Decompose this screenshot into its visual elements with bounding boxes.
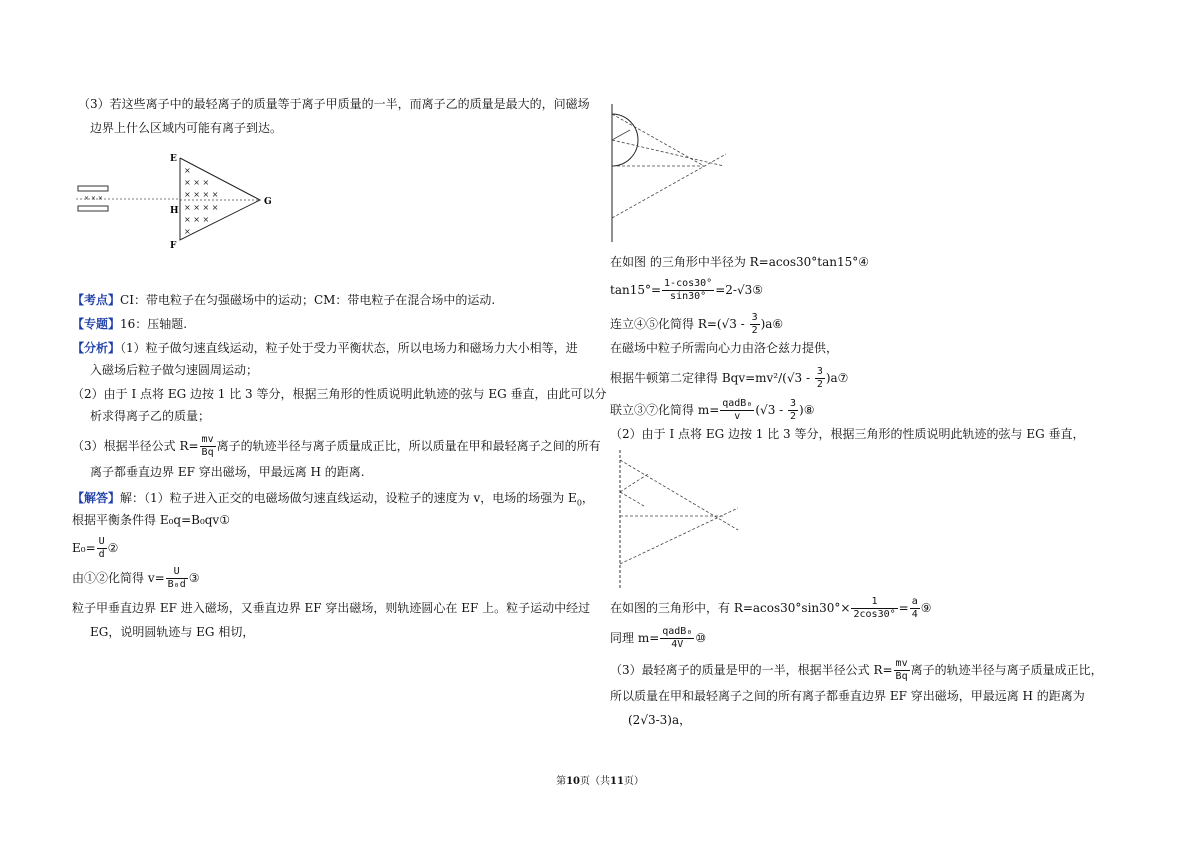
svg-text:×: × bbox=[184, 166, 191, 175]
r-line1: 在如图 的三角形中半径为 R=acos30°tan15°④ bbox=[610, 255, 869, 269]
fraction-qadb0-v bbox=[720, 398, 754, 423]
eq2-prefix: E₀= bbox=[72, 541, 96, 555]
kaodian-row bbox=[72, 292, 495, 308]
frac-num: 3 bbox=[816, 366, 823, 377]
label-F: F bbox=[170, 241, 177, 250]
fenxi3-suffix: 离子的轨迹半径与离子质量成正比，所以质量在甲和最轻离子之间的所有 bbox=[216, 439, 601, 453]
frac-den: Bq bbox=[895, 671, 908, 682]
page-footer bbox=[0, 772, 1200, 787]
jieda-tag: 【解答】 bbox=[72, 491, 121, 505]
label-H: H bbox=[170, 206, 179, 216]
frac-num: mv bbox=[201, 434, 214, 445]
frac-den: v bbox=[734, 411, 741, 422]
footer-c: 页） bbox=[623, 776, 644, 787]
r5-suffix: )a⑦ bbox=[825, 371, 849, 385]
footer-a: 第 bbox=[556, 776, 567, 787]
r8-prefix: 在如图的三角形中，有 R=acos30°sin30°× bbox=[610, 601, 851, 615]
fenxi3-prefix: （3）根据半径公式 R= bbox=[72, 439, 199, 453]
fraction-a-4 bbox=[910, 596, 920, 621]
page-number: 10 bbox=[566, 776, 580, 787]
fraction-mv-bq-right bbox=[894, 658, 910, 683]
jia-line1: 粒子甲垂直边界 EF 进入磁场，又垂直边界 EF 穿出磁场，则轨迹圆心在 EF 上。粒子运动中经过 bbox=[72, 601, 591, 615]
r-line3 bbox=[610, 312, 783, 337]
jieda-line1: 解：（1）粒子进入正交的电磁场做匀速直线运动，设粒子的速度为 v，电场的场强为 E bbox=[120, 491, 577, 505]
svg-text:× × ×: × × × bbox=[184, 215, 210, 224]
jieda-end: ， bbox=[581, 491, 594, 505]
tan-prefix: tan15°= bbox=[610, 283, 662, 297]
fraction-mv-bq bbox=[200, 434, 216, 459]
frac-num: U bbox=[98, 536, 105, 547]
r-line10 bbox=[610, 658, 1103, 683]
fraction-3-2b bbox=[815, 366, 825, 391]
kaodian-tag: 【考点】 bbox=[72, 293, 121, 307]
zhuanti-text: 16：压轴题. bbox=[120, 317, 188, 331]
r10-prefix: （3）最轻离子的质量是甲的一半，根据半径公式 R= bbox=[610, 663, 893, 677]
fenxi-tag: 【分析】 bbox=[72, 341, 121, 355]
svg-text:× × × ×: × × × × bbox=[184, 203, 219, 212]
r6-suffix: )⑧ bbox=[799, 403, 815, 417]
frac-num: a bbox=[911, 596, 918, 607]
fraction-u-d bbox=[97, 536, 107, 561]
fenxi-line3 bbox=[72, 434, 601, 459]
frac-num: U bbox=[166, 566, 188, 579]
frac-num: qadB₀ bbox=[662, 626, 693, 637]
question-3-line1: （3）若这些离子中的最轻离子的质量等于离子甲质量的一半，而离子乙的质量是最大的，问磁场 bbox=[78, 97, 590, 111]
frac-num: 3 bbox=[790, 398, 797, 409]
chord-figure bbox=[604, 446, 744, 592]
frac-den: sin30° bbox=[670, 291, 707, 302]
frac-den: 2cos30° bbox=[853, 609, 896, 620]
r-line7: （2）由于 I 点将 EG 边按 1 比 3 等分，根据三角形的性质说明此轨迹的弦与 EG 垂直， bbox=[610, 427, 1085, 441]
r3-prefix: 连立④⑤化简得 R=(√3 - bbox=[610, 317, 749, 331]
eq3-prefix: 由①②化简得 v= bbox=[72, 571, 165, 585]
fraction-3-2c bbox=[788, 398, 798, 423]
r-tan15 bbox=[610, 278, 763, 303]
jieda-row bbox=[72, 490, 594, 511]
eq3-suffix: ③ bbox=[188, 571, 200, 585]
frac-den: d bbox=[98, 549, 105, 560]
frac-den: 2 bbox=[816, 379, 823, 390]
triangle-field-figure bbox=[72, 150, 282, 250]
page-total: 11 bbox=[610, 776, 624, 787]
jieda-sub: 0 bbox=[576, 498, 582, 508]
fenxi-line3c: 离子都垂直边界 EF 穿出磁场，甲最远离 H 的距离. bbox=[90, 465, 365, 479]
fraction-tan15 bbox=[662, 278, 714, 303]
fenxi-line2: （2）由于 I 点将 EG 边按 1 比 3 等分，根据三角形的性质说明此轨迹的弦与 EG 垂直，由此可以分 bbox=[72, 387, 607, 401]
frac-num: mv bbox=[895, 658, 908, 669]
fenxi-line2b: 析求得离子乙的质量； bbox=[90, 409, 211, 423]
tangent-circle-figure bbox=[604, 100, 734, 246]
r6-prefix: 联立③⑦化简得 m= bbox=[610, 403, 720, 417]
r10-suffix: 离子的轨迹半径与离子质量成正比， bbox=[910, 663, 1103, 677]
frac-num: 1-cos30° bbox=[664, 278, 713, 289]
frac-num: 1 bbox=[851, 596, 897, 609]
svg-text:×: × bbox=[184, 227, 191, 236]
jia-line2: EG，说明圆轨迹与 EG 相切， bbox=[90, 625, 255, 639]
r-line6 bbox=[610, 398, 815, 423]
fraction-3-2 bbox=[750, 312, 760, 337]
fraction-1-2cos30 bbox=[851, 596, 897, 621]
r8-eq: = bbox=[898, 601, 909, 615]
tan-suffix: =2-√3⑤ bbox=[715, 283, 763, 297]
r-line9 bbox=[610, 626, 706, 651]
fraction-u-b0d bbox=[166, 566, 188, 591]
eq1: 根据平衡条件得 E₀q=B₀qv① bbox=[72, 513, 230, 527]
r8-suffix: ⑨ bbox=[920, 601, 932, 615]
frac-den: Bq bbox=[201, 447, 214, 458]
fenxi-line1: （1）粒子做匀速直线运动，粒子处于受力平衡状态，所以电场力和磁场力大小相等，进 bbox=[120, 341, 578, 355]
label-E: E bbox=[170, 154, 177, 164]
eq3 bbox=[72, 566, 199, 591]
svg-text:× × × ×: × × × × bbox=[184, 190, 219, 199]
frac-den: 2 bbox=[751, 325, 758, 336]
frac-den: 4 bbox=[911, 609, 918, 620]
eq2 bbox=[72, 536, 118, 561]
question-3-line2: 边界上什么区域内可能有离子到达。 bbox=[90, 121, 283, 135]
r-line11: 所以质量在甲和最轻离子之间的所有离子都垂直边界 EF 穿出磁场，甲最远离 H 的距离为 bbox=[610, 689, 1085, 703]
fenxi-line1b: 入磁场后粒子做匀速圆周运动； bbox=[90, 363, 259, 377]
r9-suffix: ⑩ bbox=[695, 631, 707, 645]
r-line8 bbox=[610, 596, 932, 621]
r5-prefix: 根据牛顿第二定律得 Bqv=mv²/(√3 - bbox=[610, 371, 814, 385]
r3-suffix: )a⑥ bbox=[760, 317, 784, 331]
frac-num: 3 bbox=[751, 312, 758, 323]
label-G: G bbox=[264, 197, 272, 207]
kaodian-text: CI：带电粒子在匀强磁场中的运动；CM：带电粒子在混合场中的运动. bbox=[120, 293, 496, 307]
svg-text:× × ×: × × × bbox=[184, 178, 210, 187]
r6-mid: (√3 - bbox=[755, 403, 788, 417]
fenxi-row bbox=[72, 340, 578, 356]
svg-text:× × ×: × × × bbox=[84, 195, 103, 202]
eq2-suffix: ② bbox=[107, 541, 119, 555]
frac-num: qadB₀ bbox=[722, 398, 753, 409]
fraction-qadb0-4v bbox=[660, 626, 694, 651]
r9-prefix: 同理 m= bbox=[610, 631, 660, 645]
frac-den: B₀d bbox=[167, 579, 186, 590]
r-line12: (2√3-3)a， bbox=[628, 713, 692, 727]
frac-den: 4V bbox=[671, 639, 684, 650]
frac-den: 2 bbox=[790, 411, 797, 422]
zhuanti-tag: 【专题】 bbox=[72, 317, 121, 331]
r-line4: 在磁场中粒子所需向心力由洛仑兹力提供， bbox=[610, 341, 839, 355]
footer-b: 页（共 bbox=[580, 776, 610, 787]
zhuanti-row bbox=[72, 316, 187, 332]
r-line5 bbox=[610, 366, 848, 391]
